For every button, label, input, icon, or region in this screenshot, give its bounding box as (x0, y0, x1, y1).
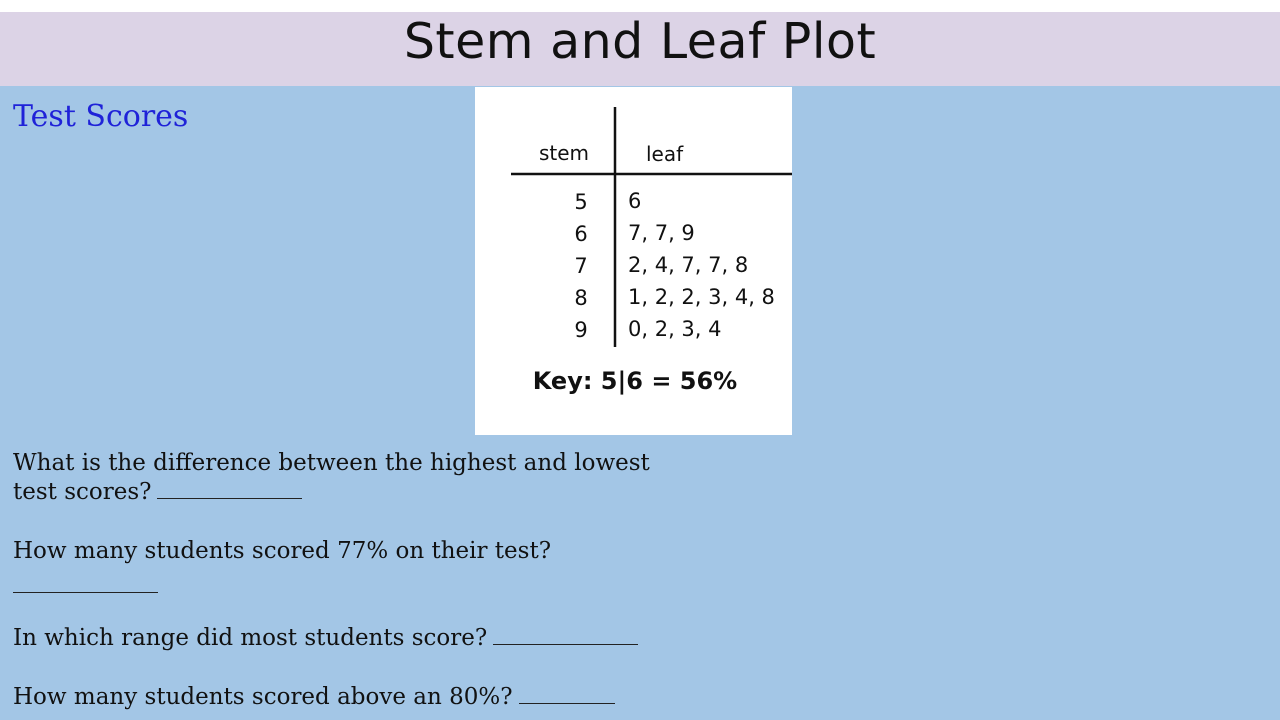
question-4 (13, 683, 733, 712)
answer-blank-4[interactable] (519, 702, 615, 704)
question-2-text: How many students scored 77% on their test? (13, 538, 552, 564)
stem-leaf-svg (475, 87, 792, 435)
stem-cell: 6 (574, 222, 588, 246)
question-1-text: What is the difference between the highest and lowest (13, 450, 650, 476)
leaf-cell: 1, 2, 2, 3, 4, 8 (628, 285, 775, 309)
page-title: Stem and Leaf Plot (403, 13, 877, 70)
question-3-text: In which range did most students score? (13, 625, 488, 651)
plot-key: Key: 5|6 = 56% (532, 367, 738, 395)
question-1-text-cont: test scores? (13, 479, 152, 505)
stem-cell: 5 (574, 190, 588, 214)
answer-blank-3[interactable] (493, 643, 638, 645)
leaf-cell: 7, 7, 9 (628, 221, 695, 245)
question-3 (13, 624, 733, 653)
answer-blank-2[interactable] (13, 592, 158, 593)
answer-blank-1[interactable] (157, 497, 302, 499)
stem-leaf-plot (475, 87, 792, 435)
leaf-header: leaf (646, 142, 684, 166)
leaf-cell: 0, 2, 3, 4 (628, 317, 722, 341)
section-title: Test Scores (13, 99, 189, 134)
question-4-text: How many students scored above an 80%? (13, 684, 513, 710)
stem-header: stem (538, 141, 590, 165)
stem-cell: 7 (574, 254, 588, 278)
question-2 (13, 537, 733, 566)
stem-cell: 8 (574, 286, 588, 310)
question-1 (13, 449, 733, 507)
leaf-cell: 6 (628, 189, 642, 213)
top-strip (0, 0, 1280, 12)
leaf-cell: 2, 4, 7, 7, 8 (628, 253, 749, 277)
stem-cell: 9 (574, 318, 588, 342)
